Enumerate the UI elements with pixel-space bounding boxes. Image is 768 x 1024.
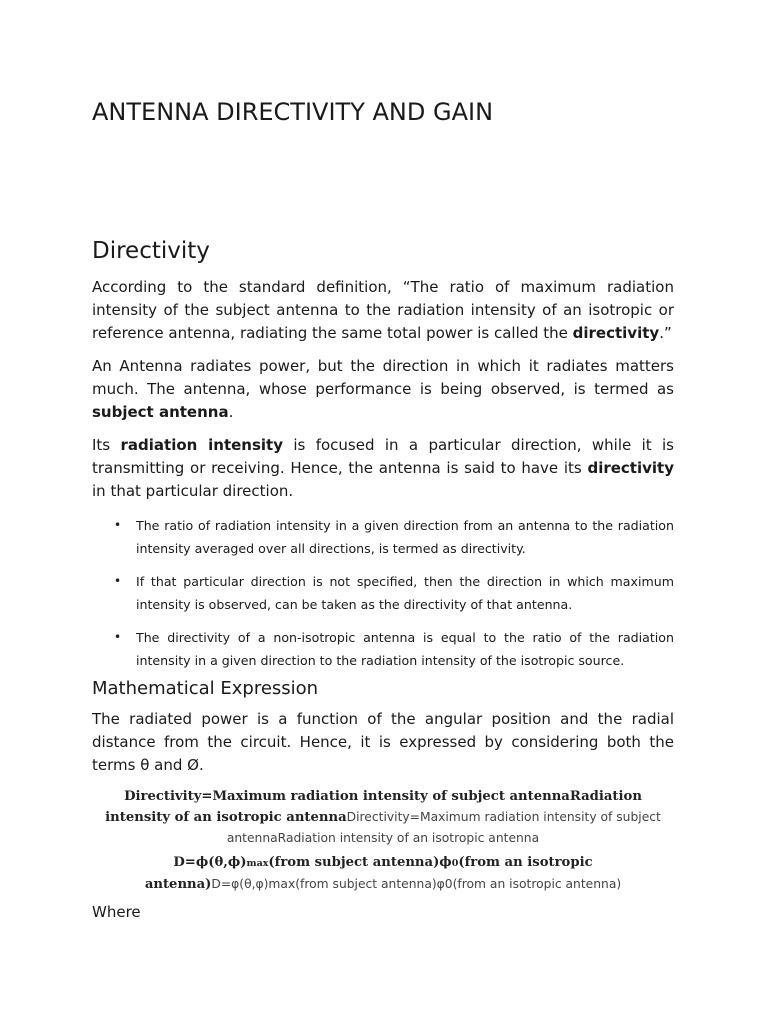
bold-term: directivity <box>587 459 674 477</box>
list-item-text: If that particular direction is not specified, then the direction in which maximum intensity is observed, can be taken as the directivity of that antenna. <box>136 574 674 612</box>
paragraph-radiated-power: The radiated power is a function of the angular position and the radial distance from the circuit. Hence, it is expressed by considering both the terms θ and Ø. <box>92 710 674 774</box>
formula-directivity <box>92 785 674 848</box>
paragraph-definition <box>92 276 674 345</box>
formula-d <box>92 851 674 894</box>
formula-rendered: Directivity=Maximum radiation intensity of subject antennaRadiation intensity of an isotropic antenna <box>105 789 642 825</box>
formula-part: D=ϕ(θ,ϕ) <box>173 855 247 870</box>
document-title: ANTENNA DIRECTIVITY AND GAIN <box>92 98 494 126</box>
paragraph-subject-antenna <box>92 355 674 424</box>
list-item <box>114 514 674 560</box>
bullet-icon: • <box>114 574 122 588</box>
list-item-text: The ratio of radiation intensity in a given direction from an antenna to the radiation intensity averaged over all directions, is termed as directivity. <box>136 518 674 556</box>
subheading-mathematical-expression: Mathematical Expression <box>92 678 319 699</box>
formula-plain-text: D=φ(θ,φ)max(from subject antenna)φ0(from an isotropic antenna) <box>211 877 622 891</box>
text-span: . <box>228 403 234 421</box>
bullet-icon: • <box>114 630 122 644</box>
list-item <box>114 570 674 616</box>
text-span: .” <box>659 324 672 342</box>
paragraph-radiation-intensity <box>92 434 674 503</box>
formula-plain-text: Directivity=Maximum radiation intensity of subject antennaRadiation intensity of an isotropic antenna <box>226 810 661 845</box>
text-span: Its <box>92 436 121 454</box>
formula-subscript: max <box>246 858 269 869</box>
bold-term: directivity <box>572 324 660 342</box>
formula-part: (from subject antenna)ϕ <box>268 855 452 870</box>
text-span: An Antenna radiates power, but the direction in which it radiates matters much. The antenna, whose performance is being observed, is termed as <box>92 357 674 398</box>
section-heading-directivity: Directivity <box>92 238 210 264</box>
list-item-text: The directivity of a non-isotropic antenna is equal to the ratio of the radiation intensity in a given direction to the radiation intensity of the isotropic source. <box>136 630 674 668</box>
bold-term: subject antenna <box>92 403 229 421</box>
text-span: According to the standard definition, “The ratio of maximum radiation intensity of the subject antenna to the radiation intensity of an isotropic or reference antenna, radiating the same total power is called the <box>92 278 674 342</box>
formula-part: (from an isotropic antenna) <box>144 855 593 892</box>
bullet-list <box>114 514 674 682</box>
bullet-icon: • <box>114 518 122 532</box>
bold-term: radiation intensity <box>120 436 283 454</box>
formula-subscript: 0 <box>451 858 459 869</box>
where-label: Where <box>92 903 141 921</box>
text-span: is focused in a particular direction, while it is transmitting or receiving. Hence, the antenna is said to have its <box>92 436 675 477</box>
text-span: in that particular direction. <box>92 482 294 500</box>
list-item <box>114 626 674 672</box>
